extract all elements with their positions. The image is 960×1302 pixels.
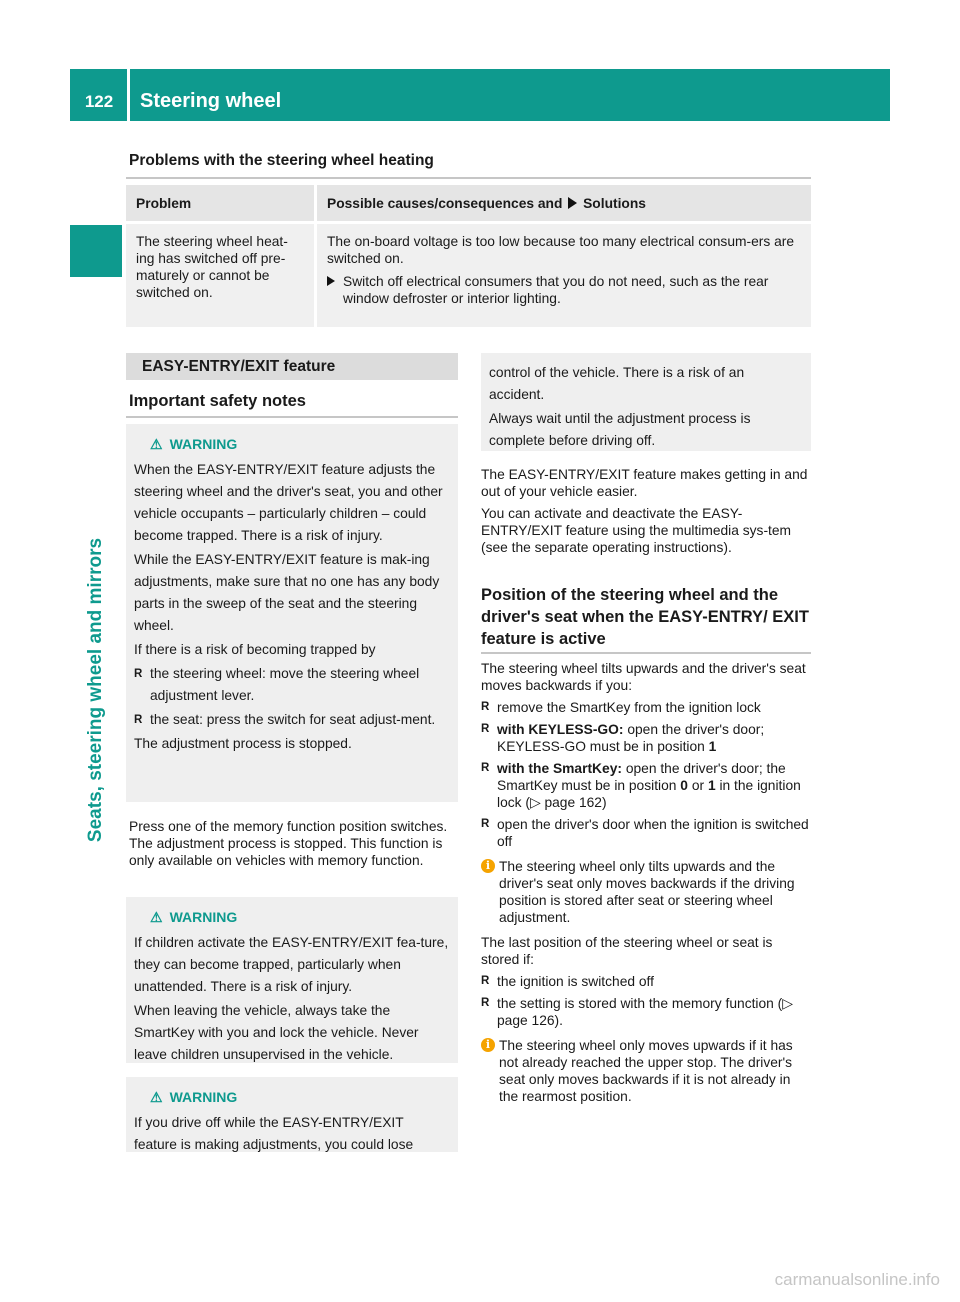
bullet-item: R remove the SmartKey from the ignition lock <box>481 699 813 716</box>
bullet-item: R the seat: press the switch for seat adjust-ment. <box>134 709 450 731</box>
bullet-text: the setting is stored with the memory function ( <box>497 996 783 1011</box>
bullet-item: R the ignition is switched off <box>481 973 813 990</box>
warning-triangle-icon: ⚠ <box>150 909 163 925</box>
info-icon: i <box>481 859 495 873</box>
warning-box-3 <box>126 1077 458 1152</box>
warning-text: control of the vehicle. There is a risk of an accident. <box>489 365 745 402</box>
warning-text: When the EASY-ENTRY/EXIT feature adjusts the steering wheel and the driver's seat, you and other vehicle occupants – particularly children – could become trapped. There is a risk of injury. <box>134 462 443 543</box>
column-header-solution-text: Possible causes/consequences and <box>327 196 563 211</box>
warning-box-1 <box>126 424 458 802</box>
bullet-item <box>481 760 813 811</box>
feature-description <box>481 466 813 556</box>
info-icon: i <box>481 1038 495 1052</box>
memory-paragraph: Press one of the memory function position switches. The adjustment process is stopped. This function is only available on vehicles with memory function. <box>129 819 448 868</box>
bullet-position: 0 <box>680 778 688 793</box>
table-row <box>126 224 811 327</box>
warning-box-2 <box>126 897 458 1063</box>
position-rule <box>481 652 811 654</box>
warning-text: While the EASY-ENTRY/EXIT feature is mak-ing adjustments, make sure that no one has any body parts in the sweep of the seat and the steering wheel. <box>134 552 440 633</box>
stored-paragraph: The last position of the steering wheel or seat is stored if: <box>481 935 773 967</box>
side-tab-marker <box>70 225 122 277</box>
warning-label: WARNING <box>169 1089 238 1105</box>
column-header-solution <box>317 185 811 224</box>
warning-title <box>150 1086 450 1108</box>
bullet-item: R the steering wheel: move the steering wheel adjustment lever. <box>134 663 450 707</box>
side-tab-label: Seats, steering wheel and mirrors <box>85 537 106 843</box>
warning-title <box>150 433 450 455</box>
safety-heading: Important safety notes <box>129 392 306 410</box>
solution-cell <box>317 224 811 327</box>
column-header-problem: Problem <box>126 185 317 224</box>
info-note <box>481 858 813 926</box>
bullet-text: open the driver's door; KEYLESS-GO must be in position <box>497 722 765 754</box>
page-ref-arrow-icon: ▷ <box>782 996 793 1011</box>
bullet-item <box>481 721 813 755</box>
warning-triangle-icon: ⚠ <box>150 1089 163 1105</box>
warning-triangle-icon: ⚠ <box>150 436 163 452</box>
bullet-position: 1 <box>708 739 717 754</box>
problems-table <box>126 185 811 327</box>
info-note <box>481 1037 813 1105</box>
page-ref-arrow-icon: ▷ <box>529 795 541 810</box>
position-heading: Position of the steering wheel and the driver's seat when the EASY-ENTRY/ EXIT feature is active <box>481 586 809 648</box>
position-content <box>481 660 813 1105</box>
warning-text: If there is a risk of becoming trapped by <box>134 642 376 657</box>
bullet-text: in the ignition lock ( <box>497 778 801 810</box>
warning-title <box>150 906 450 928</box>
section-banner: EASY-ENTRY/EXIT feature <box>126 353 458 380</box>
header-divider <box>127 69 130 121</box>
solution-step <box>327 273 801 307</box>
column-header-solution-label: Solutions <box>583 196 646 211</box>
safety-rule <box>126 416 458 418</box>
page-title: Steering wheel <box>140 90 282 112</box>
problems-heading: Problems with the steering wheel heating <box>129 152 434 169</box>
bullet-position: 1 <box>707 778 716 793</box>
page-reference[interactable]: page 126). <box>497 1013 563 1028</box>
bullet-item: R open the driver's door when the ignition is switched off <box>481 816 813 850</box>
warning-text: If children activate the EASY-ENTRY/EXIT fea-ture, they can become trapped, particularly when unattended. There is a risk of injury. <box>134 935 449 994</box>
warning-text: If you drive off while the EASY-ENTRY/EXIT feature is making adjustments, you could lose <box>134 1115 414 1152</box>
info-text: The steering wheel only moves upwards if it has not already reached the upper stop. The driver's seat only moves backwards if it is not already in the rearmost position. <box>499 1038 793 1104</box>
bullet-item <box>481 995 813 1029</box>
watermark-url: carmanualsonline.info <box>774 1270 940 1289</box>
position-intro: The steering wheel tilts upwards and the driver's seat moves backwards if you: <box>481 661 806 693</box>
cause-text: The on-board voltage is too low because too many electrical consum-ers are switched on. <box>327 234 795 266</box>
warning-box-3-continued <box>481 353 811 451</box>
warning-label: WARNING <box>169 436 238 452</box>
page-reference[interactable]: page 162) <box>544 795 607 810</box>
warning-text: Always wait until the adjustment process is complete before driving off. <box>489 411 751 448</box>
info-text: The steering wheel only tilts upwards and the driver's seat only moves backwards if the driving position is stored after seat or steering wheel adjustment. <box>499 859 795 925</box>
feature-text: You can activate and deactivate the EASY-ENTRY/EXIT feature using the multimedia sys-tem (see the separate operating instructions). <box>481 506 792 555</box>
solution-step-text: Switch off electrical consumers that you do not need, such as the rear window defroster or interior lighting. <box>343 274 769 306</box>
step-arrow-icon <box>327 276 335 286</box>
problem-cell: The steering wheel heat-ing has switched off pre-maturely or cannot be switched on. <box>126 224 317 327</box>
bullet-bold: with the SmartKey: <box>497 761 622 776</box>
bullet-text: open the driver's door; the SmartKey must be in position <box>497 761 786 793</box>
bullet-text: or <box>691 778 705 793</box>
warning-text: The adjustment process is stopped. <box>134 736 352 751</box>
heading-rule <box>126 177 811 179</box>
feature-text: The EASY-ENTRY/EXIT feature makes getting in and out of your vehicle easier. <box>481 467 808 499</box>
warning-text: When leaving the vehicle, always take the SmartKey with you and lock the vehicle. Never leave children unsupervised in the vehicle. <box>134 1003 419 1062</box>
page-number: 122 <box>84 92 114 111</box>
warning-label: WARNING <box>169 909 238 925</box>
bullet-bold: with KEYLESS-GO: <box>497 722 624 737</box>
solution-arrow-icon <box>568 197 577 209</box>
